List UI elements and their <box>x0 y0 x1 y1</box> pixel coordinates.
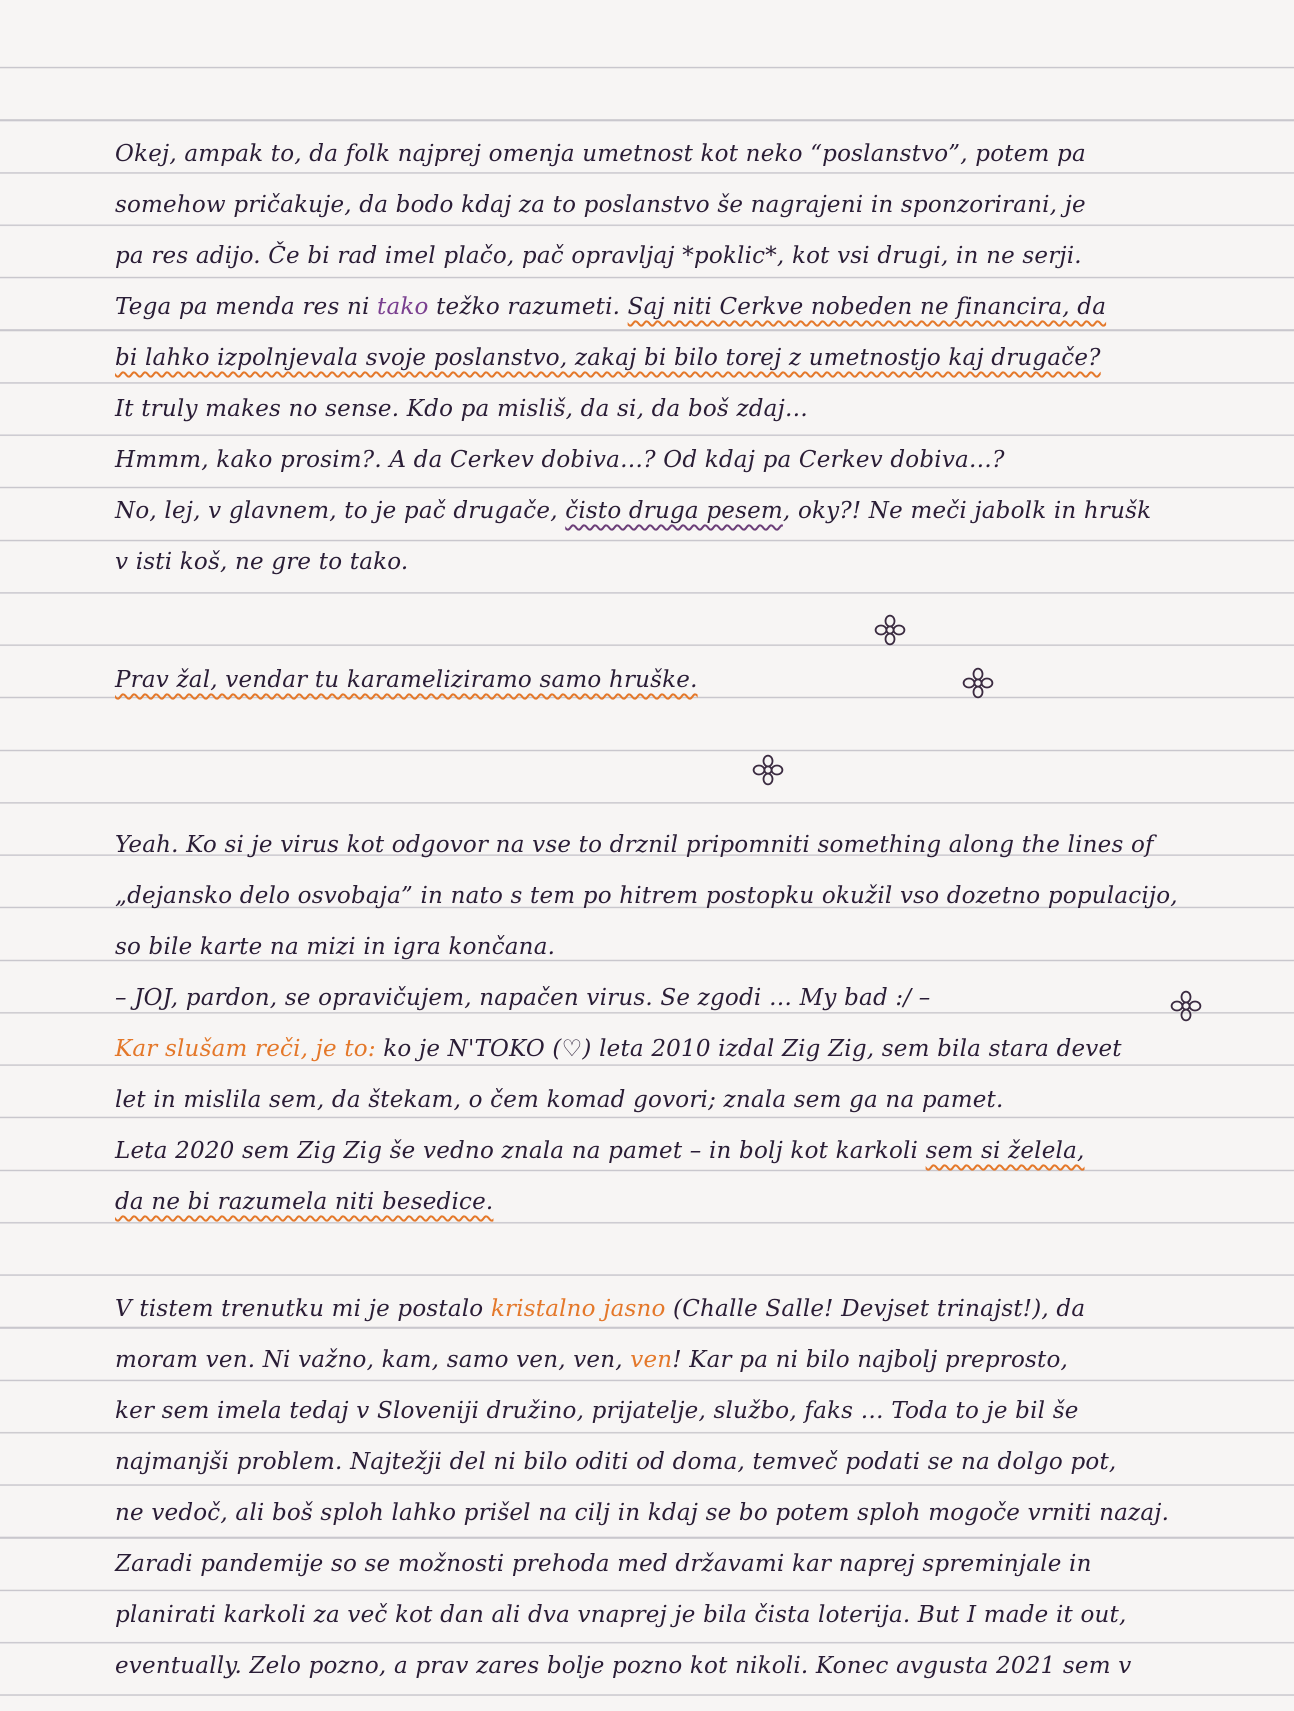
flower-doodle-icon <box>872 612 908 648</box>
text-line <box>115 1600 1244 1630</box>
flower-doodle-icon <box>750 752 786 788</box>
line-text: so bile karte na mizi in igra končana. <box>115 934 556 960</box>
text-line <box>115 1651 1244 1681</box>
highlighted-phrase: kristalno jasno <box>490 1296 666 1322</box>
text-line <box>115 292 1244 322</box>
text-line <box>115 1396 1244 1426</box>
text-line <box>115 1294 1244 1324</box>
text-line <box>115 496 1244 526</box>
line-text: , oky?! Ne meči jabolk in hrušk <box>782 498 1152 524</box>
flower-doodle-icon <box>960 665 996 701</box>
line-text: ne vedoč, ali boš sploh lahko prišel na cilj in kdaj se bo potem sploh mogoče vrniti nazaj. <box>115 1500 1170 1526</box>
line-text: Okej, ampak to, da folk najprej omenja umetnost kot neko “poslanstvo”, potem pa <box>115 141 1086 167</box>
highlighted-word: ven <box>630 1347 673 1373</box>
line-text: Tega pa menda res ni <box>115 294 378 320</box>
line-text: ko je N'TOKO (♡) leta 2010 izdal Zig Zig, sem bila stara devet <box>375 1036 1122 1062</box>
text-line <box>115 139 1244 169</box>
text-line <box>115 343 1244 373</box>
line-text: najmanjši problem. Najtežji del ni bilo oditi od doma, temveč podati se na dolgo pot, <box>115 1449 1117 1475</box>
line-text: moram ven. Ni važno, kam, samo ven, ven, <box>115 1347 631 1373</box>
flower-doodle-icon <box>1168 988 1204 1024</box>
line-text: težko razumeti. <box>428 294 628 320</box>
line-text: Leta 2020 sem Zig Zig še vedno znala na pamet – in bolj kot karkoli <box>115 1138 926 1164</box>
line-text: Hmmm, kako prosim?. A da Cerkev dobiva…? Od kdaj pa Cerkev dobiva…? <box>115 447 1005 473</box>
line-text: – JOJ, pardon, se opravičujem, napačen virus. Se zgodi … My bad :/ – <box>115 985 931 1011</box>
line-text: pa res adijo. Če bi rad imel plačo, pač opravljaj *poklic*, kot vsi drugi, in ne serji. <box>115 243 1082 269</box>
text-line <box>115 1085 1244 1115</box>
line-text: (Challe Salle! Devjset trinajst!), da <box>665 1296 1086 1322</box>
text-line <box>115 1549 1244 1579</box>
text-line <box>115 1136 1244 1166</box>
line-text: let in mislila sem, da štekam, o čem komad govori; znala sem ga na pamet. <box>115 1087 1004 1113</box>
text-line <box>115 445 1244 475</box>
underlined-phrase: čisto druga pesem <box>565 498 783 524</box>
text-line <box>115 1034 1244 1064</box>
text-line <box>115 983 1244 1013</box>
underlined-phrase: Prav žal, vendar tu karameliziramo samo hruške. <box>115 667 698 693</box>
underlined-phrase: sem si želela, <box>925 1138 1085 1164</box>
line-text: planirati karkoli za več kot dan ali dva vnaprej je bila čista loterija. But I made it out, <box>115 1602 1127 1628</box>
line-text: v isti koš, ne gre to tako. <box>115 549 409 575</box>
emphasis-word: tako <box>377 294 429 320</box>
text-line <box>115 1447 1244 1477</box>
text-line <box>115 394 1244 424</box>
text-line <box>115 1345 1244 1375</box>
text-line <box>115 932 1244 962</box>
underlined-phrase: da ne bi razumela niti besedice. <box>115 1189 494 1215</box>
highlighted-phrase: Kar slušam reči, je to: <box>115 1036 376 1062</box>
text-line <box>115 665 1244 695</box>
line-text: „dejansko delo osvobaja” in nato s tem po hitrem postopku okužil vso dozetno populacijo, <box>115 883 1178 909</box>
text-line <box>115 830 1244 860</box>
line-text: Zaradi pandemije so se možnosti prehoda med državami kar naprej spreminjale in <box>115 1551 1092 1577</box>
text-line <box>115 1498 1244 1528</box>
line-text: eventually. Zelo pozno, a prav zares bolje pozno kot nikoli. Konec avgusta 2021 sem v <box>115 1653 1132 1679</box>
line-text: ! Kar pa ni bilo najbolj preprosto, <box>672 1347 1069 1373</box>
underlined-phrase: Saj niti Cerkve nobeden ne financira, da <box>627 294 1107 320</box>
text-line <box>115 241 1244 271</box>
line-text: ker sem imela tedaj v Sloveniji družino, prijatelje, službo, faks … Toda to je bil še <box>115 1398 1079 1424</box>
underlined-phrase: bi lahko izpolnjevala svoje poslanstvo, zakaj bi bilo torej z umetnostjo kaj drugače? <box>115 345 1101 371</box>
text-line <box>115 1187 1244 1217</box>
line-text: It truly makes no sense. Kdo pa misliš, da si, da boš zdaj… <box>115 396 809 422</box>
text-line <box>115 881 1244 911</box>
line-text: No, lej, v glavnem, to je pač drugače, <box>115 498 566 524</box>
text-line <box>115 547 1244 577</box>
line-text: V tistem trenutku mi je postalo <box>115 1296 491 1322</box>
line-text: Yeah. Ko si je virus kot odgovor na vse to drznil pripomniti something along the lines of <box>115 832 1154 858</box>
line-text: somehow pričakuje, da bodo kdaj za to poslanstvo še nagrajeni in sponzorirani, je <box>115 192 1086 218</box>
text-line <box>115 190 1244 220</box>
